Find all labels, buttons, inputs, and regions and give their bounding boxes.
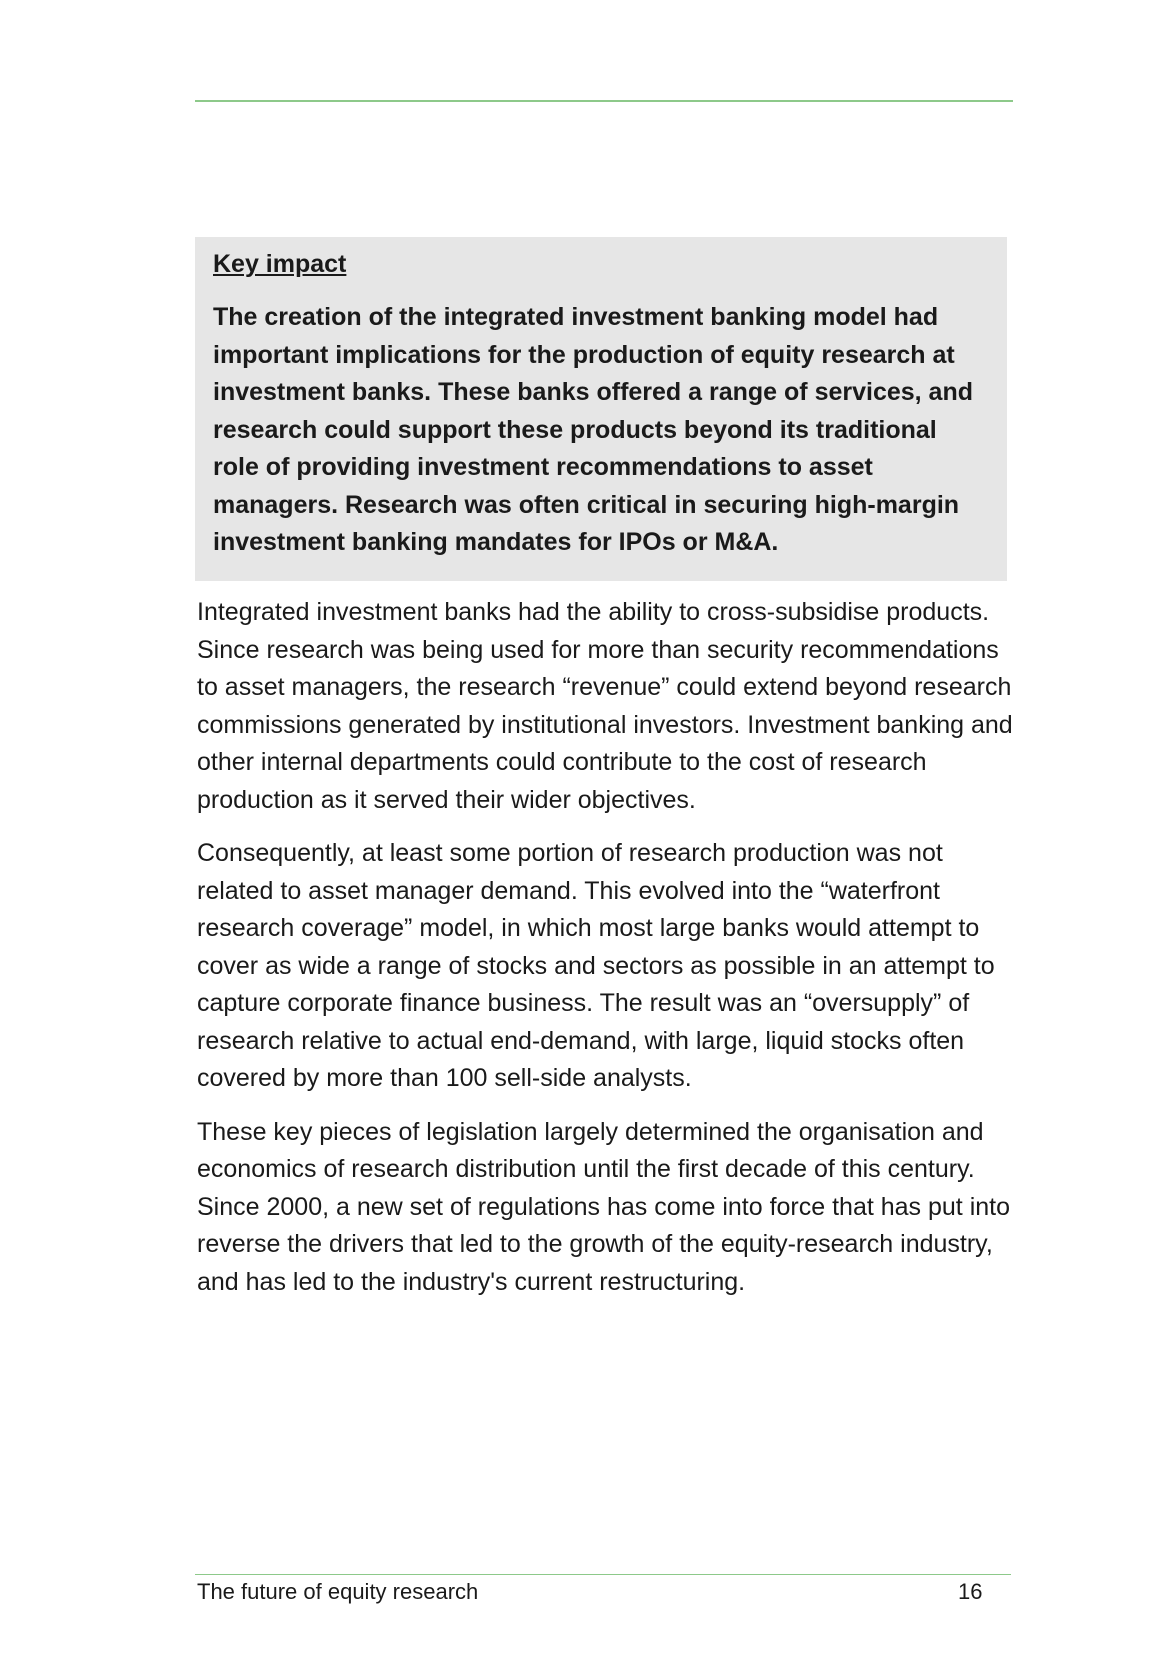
key-impact-box [195,237,1007,581]
key-impact-text: The creation of the integrated investment banking model had important implications for the production of equity research at investment banks. These banks offered a range of services, and research could support these products beyond its traditional role of providing investment recommendations to asset managers. Research was often critical in securing high-margin investment banking mandates for IPOs or M&A. [213,303,973,556]
header-divider [195,100,1013,102]
footer-divider [195,1574,1011,1575]
paragraph-waterfront-coverage: Consequently, at least some portion of research production was not related to asset manager demand. This evolved into the “waterfront research coverage” model, in which most large banks would attempt to cover as wide a range of stocks and sectors as possible in an attempt to capture corporate finance business. The result was an “oversupply” of research relative to actual end-demand, with large, liquid stocks often covered by more than 100 sell-side analysts. [197,839,995,1092]
body-text [197,594,1017,1317]
paragraph-legislation: These key pieces of legislation largely determined the organisation and economics of research distribution until the first decade of this century. Since 2000, a new set of regulations has come into force that has put into reverse the drivers that led to the growth of the equity-research industry, and has led to the industry's current restructuring. [197,1117,1011,1296]
page-number: 16 [958,1579,983,1604]
key-impact-heading: Key impact [213,250,347,278]
paragraph-cross-subsidise: Integrated investment banks had the ability to cross-subsidise products. Since research was being used for more than security recommendations to asset managers, the research “revenue” could extend beyond research commissions generated by institutional investors. Investment banking and other internal departments could contribute to the cost of research production as it served their wider objectives. [197,598,1013,814]
footer-title: The future of equity research [197,1579,479,1604]
